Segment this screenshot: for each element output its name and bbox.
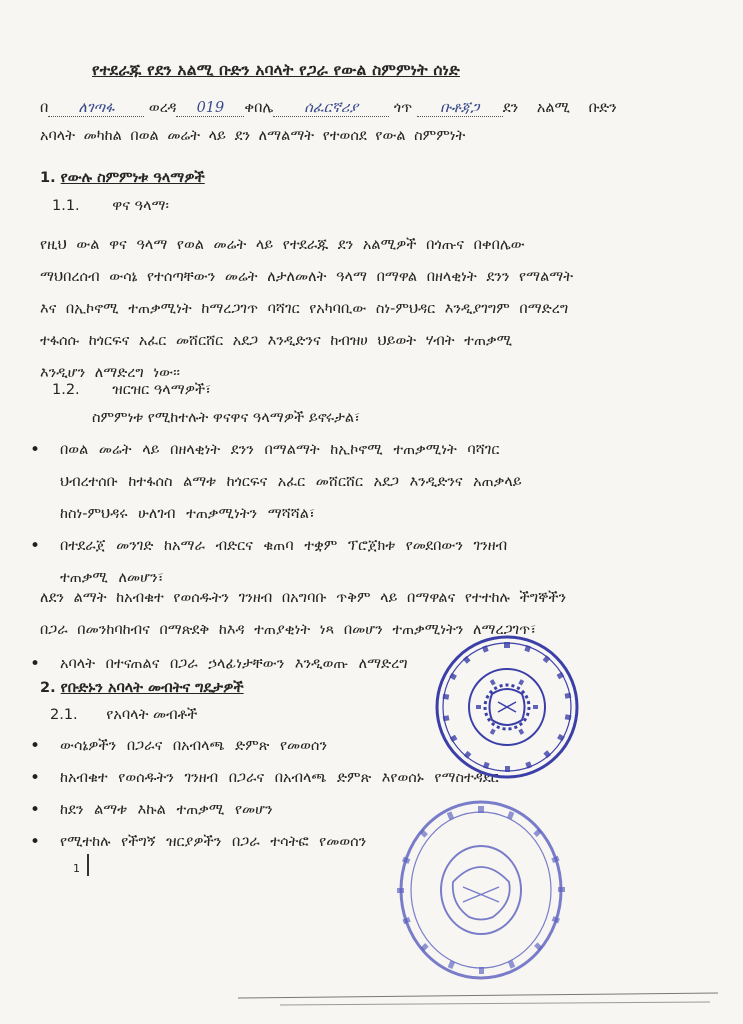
official-seal-stamp-icon — [393, 792, 573, 987]
subsection-1-2-title: ዝርዝር ዓላማዎች፣ — [112, 382, 212, 398]
member-rights-list — [30, 730, 720, 858]
handwritten-kebele-name: ለገጣፋ — [48, 100, 144, 117]
handwritten-got: ቡቶጃጋ — [417, 100, 503, 117]
handwritten-woreda-number: 019 — [176, 100, 244, 117]
list-item-line: • ከአብቁተ የወሰዱትን ገንዘብ በጋራና በአብላጫ ድምጽ እየወሰኑ የማስተዳደር — [60, 770, 499, 786]
kebele-label: ቀበሌ — [244, 100, 274, 116]
paragraph-line: እና በኢኮኖሚ ተጠቃሚነት ከማረጋገጥ ባሻገር የአካባቢው ስነ-ምህዳር እንዲያገግም በማድረግ — [40, 301, 569, 317]
subsection-1-2-number: 1.2. — [52, 382, 80, 398]
closing-objective-paragraph — [40, 582, 720, 646]
list-item — [30, 730, 720, 762]
list-item-line: • በወል መሬት ላይ በዘላቂነት ደንን በማልማት ከኢኮኖሚ ተጠቃሚነት ባሻገር — [60, 442, 500, 458]
section-2-title: የቡድኑን አባላት መብትና ግዴታዎች — [60, 680, 244, 696]
page-edge-line — [280, 1001, 710, 1006]
list-item-line: • በተደራጀ መንገድ ከአማራ ብድርና ቁጠባ ተቋም ፕሮጀክቱ የመደበውን ገንዘብ — [60, 538, 508, 554]
subsection-2-1-title: የአባላት መብቶች — [106, 707, 198, 723]
page-number: 1 — [73, 862, 80, 875]
page-edge-line — [238, 992, 718, 999]
list-item-line: ተጠቃሚ ለመሆን፣ — [60, 570, 164, 586]
list-item-line: • ውሳኔዎችን በጋራና በአብላጫ ድምጽ የመወሰን — [60, 738, 328, 754]
subsection-1-1-number: 1.1. — [52, 198, 80, 214]
list-item — [30, 794, 720, 826]
document-title: የተደራጁ የደን አልሚ ቡድን አባላት የጋራ የውል ስምምነት ሰነድ — [92, 61, 460, 79]
paragraph-line: ለደን ልማት ከአብቁተ የወሰዱትን ገንዘብ በአግባቡ ጥቅም ላይ በማዋልና የተተከሉ ችግኞችን — [40, 590, 567, 606]
area-label: ጎጥ — [393, 100, 413, 116]
intro-line-1 — [40, 100, 730, 117]
paragraph-line: ተፋሰሱ ከጎርፍና አፈር መሸርሸር አደጋ እንዲድንና ከብዝሀ ህይወት ሃብት ተጠቃሚ — [40, 333, 513, 349]
list-item-line: ህብረተሰቡ ከተፋሰስ ልማቱ ከጎርፍና አፈር መሸርሸር አደጋ እንዲድንና አጠቃላይ — [60, 474, 522, 490]
paragraph-line: በጋራ በመንከባከብና በማጽደቅ ከእዳ ተጠያቂነት ነጻ በመሆን ተጠቃሚነትን ለማረጋገጥ፣ — [40, 622, 537, 638]
group-label: ደን አልሚ ቡድን — [502, 100, 617, 116]
section-2-number: 2. — [40, 680, 56, 696]
paragraph-line: ማህበረሰብ ውሳኔ የተሰጣቸውን መሬት ለታለመለት ዓላማ በማዋል በዘላቂነት ደንን የማልማት — [40, 269, 574, 285]
list-item-line: • ከደን ልማቱ እኩል ተጠቃሚ የመሆን — [60, 802, 273, 818]
subsection-1-2-heading — [52, 382, 211, 398]
list-item-line: • አባላት በተናጠልና በጋራ ኃላፊነታቸውን እንዲወጡ ለማድረግ — [60, 656, 408, 672]
main-objective-paragraph — [40, 229, 720, 389]
section-1-title: የውሉ ስምምነቱ ዓላማዎች — [60, 170, 205, 186]
woreda-label: ወረዳ — [148, 100, 177, 116]
subsection-1-1-heading — [52, 198, 169, 214]
section-1-number: 1. — [40, 170, 56, 186]
paragraph-line: የዚህ ውል ዋና ዓላማ የወል መሬት ላይ የተደራጁ ደን አልሚዎች በጎጡና በቀበሌው — [40, 237, 525, 253]
specific-objectives-list — [30, 434, 720, 594]
list-item-line: ከስነ-ምህዳሩ ሁለገብ ተጠቃሚነትን ማሻሻል፣ — [60, 506, 315, 522]
list-item — [30, 648, 720, 680]
subsection-2-1-number: 2.1. — [50, 707, 78, 723]
paragraph-line: እንዲሆን ለማድረግ ነው፡፡ — [40, 365, 180, 381]
specific-objectives-intro: ስምምነቱ የሚከተሉት ዋናዋና ዓላማዎች ይኖሩታል፣ — [92, 410, 361, 426]
subsection-2-1-heading — [50, 707, 197, 723]
handwritten-place: ሰፈርኛሪያ — [273, 100, 389, 117]
list-item — [30, 826, 720, 858]
official-seal-stamp-icon — [432, 632, 582, 782]
section-1-heading — [40, 170, 205, 186]
text-cursor-mark — [87, 854, 89, 876]
list-item — [30, 762, 720, 794]
subsection-1-1-title: ዋና ዓላማ፡ — [112, 198, 169, 214]
intro-line-2: አባላት መካከል በወል መሬት ላይ ደን ለማልማት የተወሰደ የውል ስምምነት — [40, 128, 466, 144]
intro-in-label: በ — [40, 100, 49, 116]
section-2-heading — [40, 680, 244, 696]
list-item-line: • የሚተከሉ የችግኝ ዝርያዎችን በጋራ ተሳትፎ የመወሰን — [60, 834, 367, 850]
list-item — [30, 434, 720, 530]
closing-objective-list — [30, 648, 720, 680]
